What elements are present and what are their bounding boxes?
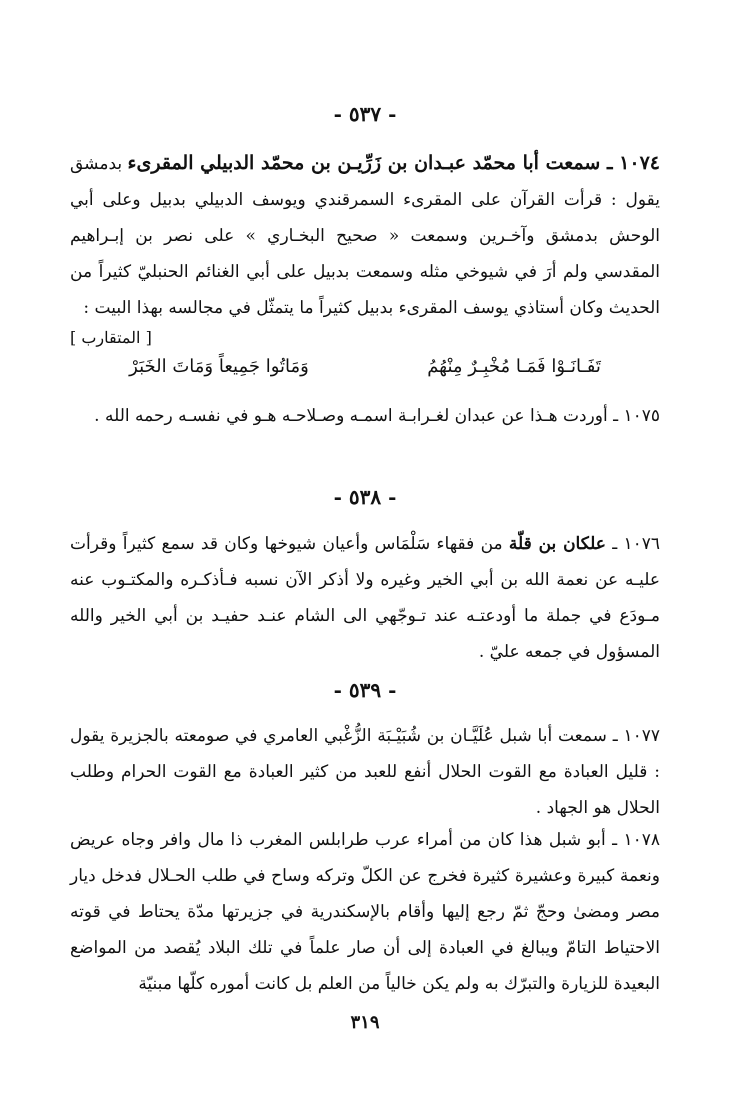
book-page [70,0,660,1108]
entry-1077: ١٠٧٧ ـ سمعت أبا شبل عُلَيَّـان بن شُبَيْـبَة الزُّغْبي العامري في صومعته بالجزيرة يقول : قليل العبادة مع القوت الحلال أنفع للعبد من كثير العبادة مع القوت الحرام وطلب الحلال هو الجهاد . [70,726,660,818]
entry-1076 [70,526,660,670]
entry-1075: ١٠٧٥ ـ أوردت هـذا عن عبدان لغـرابـة اسمـه وصـلاحـه هـو في نفسـه رحمه الله . [94,406,660,426]
entry-1076-number: ١٠٧٦ ـ [605,534,661,554]
entry-1074-text: بدمشق يقول : قرأت القرآن على المقرىء السمرقندي ويوسف الدبيلي بدبيل وعلى أبي الوحش بدمشق وآخـرين وسمعت « صحيح البخـاري » على نصر بن إبـراهيم المقدسي ولم أرَ في شيوخي مثله وسمعت بدبيل على أبي الغنائم الحنبليّ كثيراً من الحديث وكان أستاذي يوسف المقرىء بدبيل كثيراً ما يتمثّل في مجالسه بهذا البيت : [70,154,660,318]
entry-1074-lead: ١٠٧٤ ـ سمعت أبا محمّد عبـدان بن زَرِّيـن بن محمّد الدبيلي المقرىء [127,152,660,174]
entry-1076-text: من فقهاء سَلْمَاس وأعيان شيوخها وكان قد سمع كثيراً وقرأت عليـه عن نعمة الله بن أبي الخير وغيره ولا أذكر الآن نسبه فـأذكـره والمكتـوب عنه مـودَع في جملة ما أودعتـه عند تـوجّهي الى الشام عنـد حفيـد بن أبي الخير والله المسؤول في جمعه عليّ . [70,534,660,662]
poem-verse [70,356,660,377]
section-heading-538: - ٥٣٨ - [333,485,397,509]
section-heading-539: - ٥٣٩ - [333,678,397,702]
entry-1076-name: علكان بن قلّة [508,534,606,554]
poem-hemistich-2: وَمَاتُوا جَمِيعاً وَمَاتَ الخَبَرْ [129,356,309,377]
page-number: ٣١٩ [350,1012,380,1033]
section-heading-537: - ٥٣٧ - [333,102,397,126]
entry-1078: ١٠٧٨ ـ أبو شبل هذا كان من أمراء عرب طرابلس المغرب ذا مال وافر وجاه عريض ونعمة كبيرة وعشيرة كثيرة فخرج عن الكلّ وتركه وساح في طلب الحـلال فدخل ديار مصر ومضىٰ وحجّ ثمّ رجع إليها وأقام بالإسكندرية في جزيرتها مدّة يحتاط في قوته الاحتياط التامّ ويبالغ في العبادة إلى أن صار علماً في تلك البلاد يُقصد من المواضع البعيدة للزيارة والتبرّك به ولم يكن خالياً من العلم بل كانت أموره كلّها مبنيّة [70,830,660,994]
poem-hemistich-1: تَفَـانَـوْا فَمَـا مُخْبِـرٌ مِنْهُمُ [427,356,601,377]
entry-1074 [70,145,660,318]
poem-meter: [ المتقارب ] [70,328,152,347]
